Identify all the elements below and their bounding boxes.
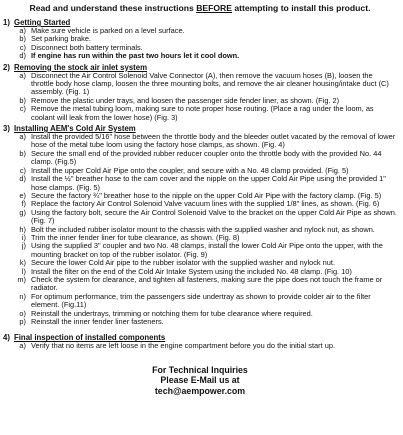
contact-line-1: For Technical Inquiries bbox=[152, 364, 248, 375]
step-item bbox=[12, 150, 397, 167]
step-text: Secure the small end of the provided rubber reducer coupler onto the throttle body with the provided No. 44 clamp. (Fig.5) bbox=[31, 148, 382, 167]
step-letter: a) bbox=[19, 341, 26, 351]
contact-line-2: Please E-Mail us at bbox=[160, 375, 240, 386]
step-text: Verify that no items are left loose in the engine compartment before you do the initial start up. bbox=[31, 341, 336, 351]
step-text: Trim the inner fender liner for tube clearance, as shown. (Fig. 8) bbox=[31, 232, 240, 242]
step-letter: k) bbox=[19, 258, 26, 268]
step-text: Disconnect both battery terminals. bbox=[31, 42, 143, 52]
step-text: Make sure vehicle is parked on a level surface. bbox=[31, 26, 185, 35]
step-letter: g) bbox=[19, 207, 26, 217]
section-title: Getting Started bbox=[14, 18, 71, 27]
step-letter: j) bbox=[21, 241, 26, 251]
step-letter: c) bbox=[19, 165, 26, 175]
step-text: Using the factory bolt, secure the Air Control Solenoid Valve to the bracket on the upper Cold Air Pipe as shown. (Fig. 7) bbox=[31, 207, 397, 226]
intro-after: attempting to install this product. bbox=[232, 3, 371, 13]
step-letter: n) bbox=[19, 291, 26, 301]
step-letter: c) bbox=[19, 42, 26, 52]
contact-email[interactable]: tech@aempower.com bbox=[154, 385, 246, 396]
step-text: Reinstall the undertrays, trimming or notching them for tube clearance where required. bbox=[31, 308, 313, 318]
instruction-sections bbox=[3, 18, 397, 351]
step-letter: e) bbox=[19, 190, 26, 200]
step-item bbox=[12, 293, 397, 310]
step-letter: a) bbox=[19, 132, 26, 142]
step-letter: c) bbox=[19, 104, 26, 114]
step-text: Install the filter on the end of the Cold Air Intake System using the included No. 48 clamp. (Fig. 10) bbox=[31, 266, 352, 276]
section-number: 3) bbox=[3, 124, 10, 134]
step-text: Install the provided 5/16" hose between the throttle body and the bleeder outlet vacated by the removal of lower hose of the metal tube loom using the factory hose clamps, as shown. (Fig. 4) bbox=[31, 132, 396, 150]
step-text: Remove the metal tubing loom, making sure to note proper hose routing. (Place a rag under the loom, as coolant will leak from the lower hose) (Fig. 3) bbox=[31, 104, 374, 122]
step-text: Check the system for clearance, and tighten all fasteners, making sure the pipe does not touch the frame or radiator. bbox=[31, 274, 383, 293]
section-title: Installing AEM's Cold Air System bbox=[14, 124, 136, 134]
step-text: If engine has run within the past two hours let it cool down. bbox=[31, 51, 240, 61]
step-letter: h) bbox=[19, 224, 26, 234]
step-letter: d) bbox=[19, 174, 26, 184]
step-letter: a) bbox=[19, 70, 26, 80]
step-letter: f) bbox=[21, 199, 26, 209]
step-item bbox=[12, 318, 397, 326]
step-letter: p) bbox=[19, 317, 26, 326]
step-text: Install the upper Cold Air Pipe onto the coupler, and secure with a No. 48 clamp provided. (Fig. 5) bbox=[31, 165, 349, 175]
section-title: Final inspection of installed components bbox=[14, 333, 166, 343]
step-item bbox=[12, 105, 397, 122]
step-text: Using the supplied 3" coupler and two No. 48 clamps, install the lower Cold Air Pipe onto the upper, with the mounting bracket on top of the rubber isolator. (Fig. 9) bbox=[31, 241, 383, 259]
step-text: Secure the lower Cold Air pipe to the rubber isolator with the supplied washer and nylock nut. bbox=[31, 258, 336, 268]
step-text: Reinstall the inner fender liner fasteners. bbox=[31, 317, 164, 326]
step-item bbox=[12, 209, 397, 226]
step-letter: b) bbox=[19, 95, 26, 105]
step-letter: o) bbox=[19, 308, 26, 318]
intro-emphasis: BEFORE bbox=[196, 3, 232, 13]
step-letter: l) bbox=[21, 266, 26, 276]
step-letter: a) bbox=[19, 26, 26, 35]
section-title: Removing the stock air inlet system bbox=[14, 62, 148, 72]
section-1 bbox=[3, 18, 397, 61]
section-number: 1) bbox=[3, 18, 10, 27]
section-number: 4) bbox=[3, 333, 10, 343]
step-item bbox=[12, 342, 397, 350]
step-text: Remove the plastic under trays, and loosen the passenger side fender liner, as shown. (Fig. 2) bbox=[31, 95, 340, 105]
section-2 bbox=[3, 63, 397, 122]
step-text: Disconnect the Air Control Solenoid Valve Connector (A), then remove the vacuum hoses (B), loosen the throttle body hose clamp, loosen the three mounting bolts, and remove the air cleaner housing/intake duct (C) assembly. (Fig. 1) bbox=[31, 70, 389, 97]
step-item bbox=[12, 133, 397, 150]
step-letter: b) bbox=[19, 148, 26, 158]
contact-block bbox=[3, 365, 397, 397]
step-letter: i) bbox=[21, 232, 26, 242]
section-4 bbox=[3, 333, 397, 350]
step-letter: b) bbox=[19, 34, 26, 44]
step-item bbox=[12, 175, 397, 192]
step-item bbox=[12, 72, 397, 97]
intro-before: Read and understand these instructions bbox=[29, 3, 197, 13]
step-item bbox=[12, 276, 397, 293]
step-text: Replace the factory Air Control Solenoid Valve vacuum lines with the supplied 1/8" lines, as shown. (Fig. 6) bbox=[31, 199, 380, 209]
step-text: For optimum performance, trim the passengers side undertray as shown to provide colder air to the filter element. (Fig.11) bbox=[31, 291, 371, 310]
step-item bbox=[12, 52, 397, 60]
step-letter: d) bbox=[19, 51, 26, 61]
step-text: Bolt the included rubber isolator mount to the chassis with the supplied washer and nylock nut, as shown. bbox=[31, 224, 375, 234]
section-number: 2) bbox=[3, 62, 10, 72]
section-3 bbox=[3, 124, 397, 326]
step-letter: m) bbox=[17, 274, 26, 284]
step-text: Set parking brake. bbox=[31, 34, 91, 44]
step-item bbox=[12, 242, 397, 259]
intro-heading bbox=[3, 3, 397, 13]
step-text: Secure the factory ¾" breather hose to the nipple on the upper Cold Air Pipe with the factory clamp. (Fig. 5) bbox=[31, 190, 382, 200]
step-text: Install the ½" breather hose to the cam cover and the nipple on the upper Cold Air Pipe using the provided 1" hose clamps. (Fig. 5) bbox=[31, 174, 386, 192]
